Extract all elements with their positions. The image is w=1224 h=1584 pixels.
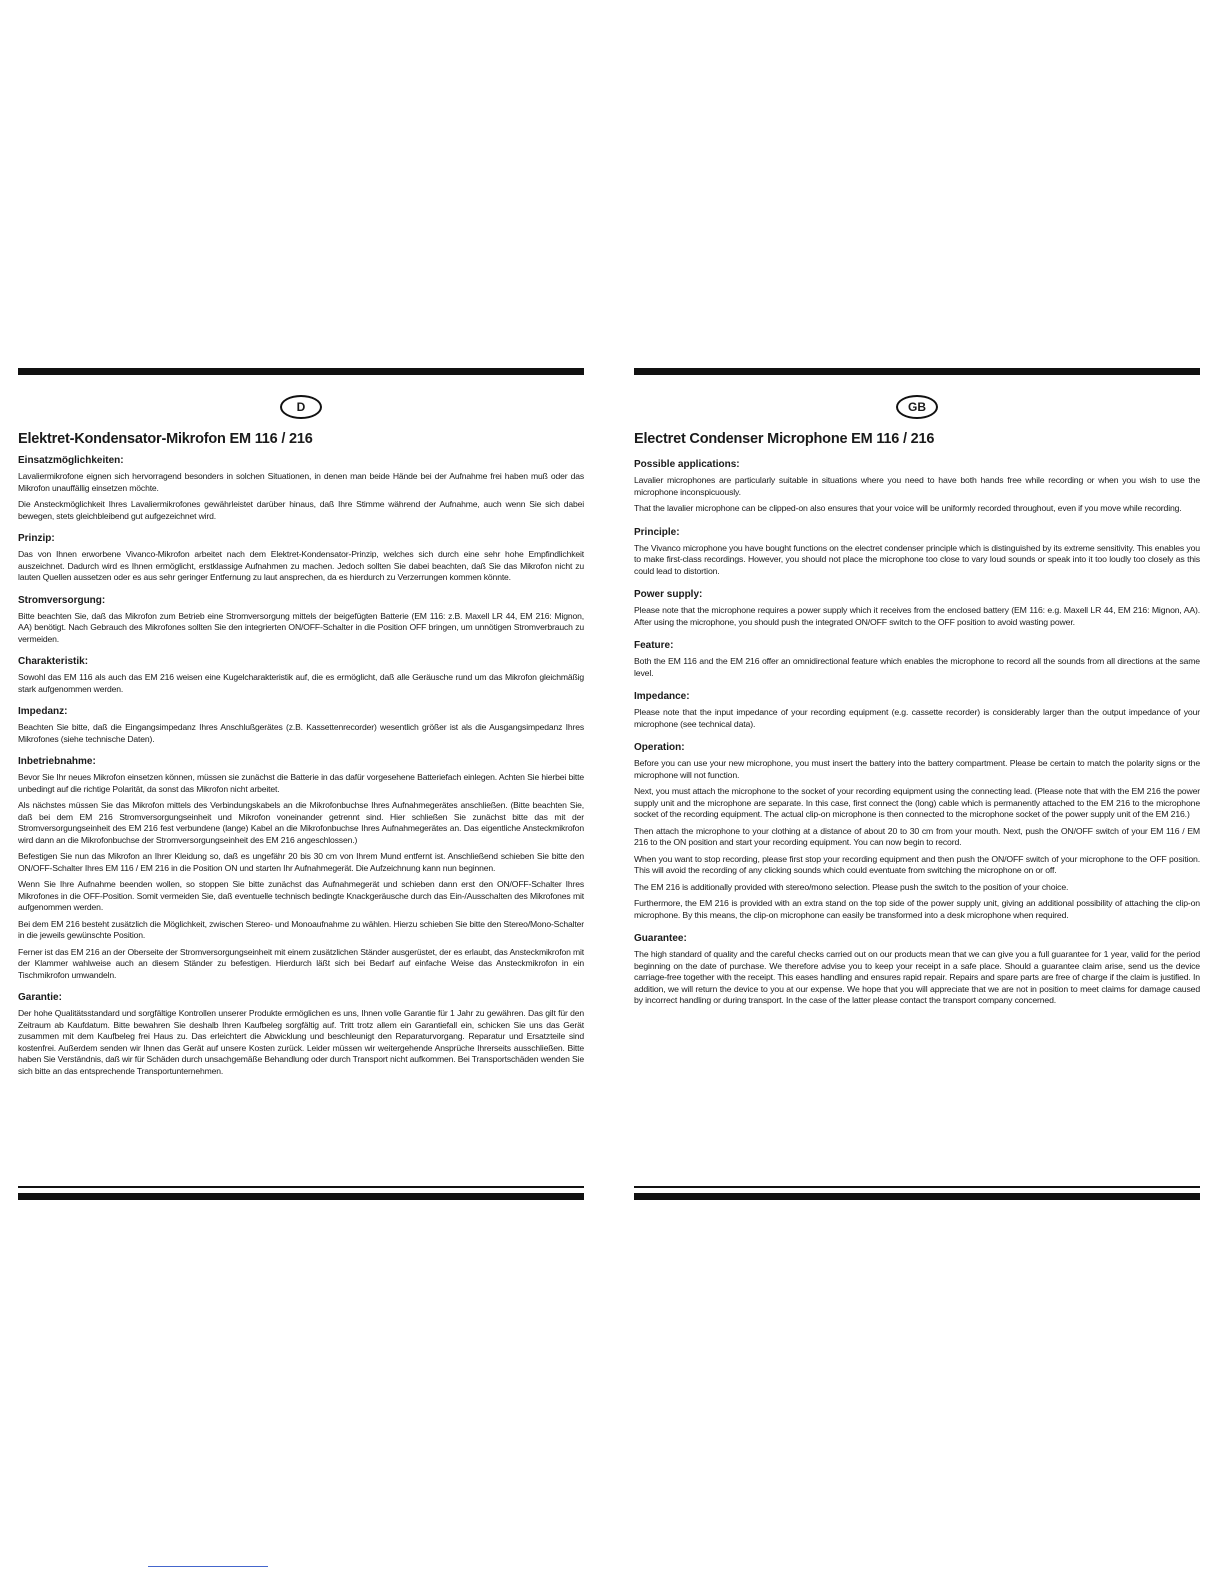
language-badge: GB [896,395,938,419]
section-paragraph: Lavalier microphones are particularly suitable in situations where you need to have both hands free while recording or when you wish to use the microphone inconspicuously. [634,475,1200,497]
section-heading: Possible applications: [634,459,740,470]
bottom-rule-left [18,1186,584,1200]
section-paragraph: The high standard of quality and the careful checks carried out on our products mean that we can give you a full guarantee for 1 year, valid for the period beginning on the date of purchase. We therefore advise you to keep your receipt in a safe place. Should a guarantee claim arise, send us the device carriage-free together with the receipt. This eases handling and ensures rapid repair. Repairs and spare parts are free of charge if the claim is justified. In addition, we will return the device to you at our expense. We hope that you will appreciate that we are not in position to meet claims for damage caused by incorrect handling or during transport. In the case of the latter please contact the transport company concerned. [634,949,1200,1005]
section-paragraph: Furthermore, the EM 216 is provided with an extra stand on the top side of the power supply unit, giving an additional possibility of attaching the clip-on microphone. By this means, the clip-on microphone can easily be transformed into a desk microphone when required. [634,898,1200,920]
english-sections [634,459,1200,1007]
section-paragraph: Der hohe Qualitätsstandard und sorgfältige Kontrollen unserer Produkte ermöglichen es uns, Ihnen volle Garantie für 1 Jahr zu gewähren. Das gilt für den Zeitraum ab Kaufdatum. Bitte bewahren Sie deshalb Ihren Kaufbeleg sorgfältig auf. Tritt trotz allem ein Garantiefall ein, schicken Sie uns das Gerät zusammen mit dem Kaufbeleg frei Haus zu. Das erleichtert die Abwicklung und beschleunigt den Reparaturvorgang. Reparatur und Ersatzteile sind kostenfrei. Außerdem senden wir Ihnen das Gerät auf unsere Kosten zurück. Leider müssen wir weitergehende Ansprüche Ihrerseits ausschließen. Bitte haben Sie Verständnis, daß wir für Schäden durch unsachgemäße Behandlung oder durch Transport nicht aufkommen. Bei Transportschäden wenden Sie sich bitte an das entsprechende Transportunternehmen. [18,1008,584,1076]
section-paragraph: Ferner ist das EM 216 an der Oberseite der Stromversorgungseinheit mit einem zusätzlichen Ständer ausgerüstet, der es erlaubt, das Ansteckmikrofon mit der Klammer wahlweise auch an diesem Ständer zu befestigen. Hierdurch läßt sich bei Bedarf auf einfache Weise das Ansteckmikrofon in ein Tischmikrofon umwandeln. [18,946,584,980]
top-rule [18,368,584,375]
top-rule [634,368,1200,375]
section-paragraph: Please note that the input impedance of your recording equipment (e.g. cassette recorder) is considerably larger than the output impedance of your microphone (see technical data). [634,707,1200,729]
section-paragraph: Die Ansteckmöglichkeit Ihres Lavaliermikrofones gewährleistet darüber hinaus, daß Ihre Stimme während der Aufnahme, auch wenn Sie sich dabei bewegen, stets gleichbleibend gut aufgezeichnet wird. [18,499,584,521]
german-column [18,368,584,1082]
section-heading: Impedanz: [18,706,68,717]
section-paragraph: Bitte beachten Sie, daß das Mikrofon zum Betrieb eine Stromversorgung mittels der beigefügten Batterie (EM 116: z.B. Maxell LR 44, EM 216: Mignon, AA) benötigt. Nach Gebrauch des Mikrofones sollten Sie den integrierten ON/OFF-Schalter in die Position OFF bringen, um unnötigen Stromverbrauch zu vermeiden. [18,610,584,644]
section-paragraph: When you want to stop recording, please first stop your recording equipment and then push the ON/OFF switch of your microphone to the OFF position. This will avoid the recording of any clicking sounds which could eventuate from switching the microphone on or off. [634,853,1200,875]
section-paragraph: Wenn Sie Ihre Aufnahme beenden wollen, so stoppen Sie bitte zunächst das Aufnahmegerät und schieben dann erst den ON/OFF-Schalter Ihres Mikrofones in die OFF-Position. Somit vermeiden Sie, daß eventuelle technisch bedingte Knackgeräusche durch das Ein-/Ausschalten des Mikrofones mit aufgenommen werden. [18,879,584,912]
section-paragraph: Befestigen Sie nun das Mikrofon an Ihrer Kleidung so, daß es ungefähr 20 bis 30 cm von Ihrem Mund entfernt ist. Anschließend schieben Sie bitte den ON/OFF-Schalter Ihres EM 116 / EM 216 in die Position ON und starten Ihr Aufnahmegerät. Die Aufzeichnung kann nun beginnen. [18,851,584,873]
section-heading: Feature: [634,640,674,651]
section-heading: Garantie: [18,992,62,1003]
section-paragraph: Then attach the microphone to your clothing at a distance of about 20 to 30 cm from your mouth. Next, push the ON/OFF switch of your EM 116 / EM 216 to the ON position and start your recording equipment. You can now begin to record. [634,825,1200,847]
section-heading: Einsatzmöglichkeiten: [18,455,124,466]
section-paragraph: Lavaliermikrofone eignen sich hervorragend besonders in solchen Situationen, in denen man beide Hände bei der Aufnahme frei haben muß oder das Mikrofon unauffällig einsetzen möchte. [18,471,584,493]
section-paragraph: Bevor Sie Ihr neues Mikrofon einsetzen können, müssen sie zunächst die Batterie in das dafür vorgesehene Batteriefach einlegen. Achten Sie hierbei bitte unbedingt auf die richtige Polarität, da sonst das Mikrofon nicht arbeitet. [18,772,584,794]
section-heading: Stromversorgung: [18,594,106,606]
language-badge-wrap [18,395,584,423]
section-paragraph: Beachten Sie bitte, daß die Eingangsimpedanz Ihres Anschlußgerätes (z.B. Kassettenrecorder) wesentlich größer ist als die Ausgangsimpedanz Ihres Mikrofones (siehe technische Daten). [18,722,584,744]
page-title: Elektret-Kondensator-Mikrofon EM 116 / 216 [18,431,313,447]
section-heading: Operation: [634,742,685,753]
section-paragraph: Both the EM 116 and the EM 216 offer an omnidirectional feature which enables the microphone to record all the sounds from all directions at the same level. [634,656,1200,678]
section-paragraph: The EM 216 is additionally provided with stereo/mono selection. Please push the switch to the position of your choice. [634,881,1069,892]
section-heading: Principle: [634,526,680,538]
section-paragraph: Sowohl das EM 116 als auch das EM 216 weisen eine Kugelcharakteristik auf, die es ermöglicht, daß alle Geräusche rund um das Mikrofon gleichmäßig stark aufgenommen werden. [18,672,584,694]
page-title: Electret Condenser Microphone EM 116 / 216 [634,431,935,447]
section-heading: Charakteristik: [18,656,89,667]
section-paragraph: Das von Ihnen erworbene Vivanco-Mikrofon arbeitet nach dem Elektret-Kondensator-Prinzip, welches sich durch eine sehr hohe Empfindlichkeit auszeichnet. Dadurch wird es Ihnen ermöglicht, erstklassige Aufnahmen zu machen. Jedoch sollten Sie dabei beachten, daß Sie das Mikrofon nicht zu lauten Quellen aussetzen oder es aus sehr geringer Entfernung zu laut ansprechen, da es hierdurch zu Verzerrungen kommen könnte. [18,549,584,582]
german-sections [18,455,584,1077]
section-heading: Prinzip: [18,533,55,544]
section-paragraph: Next, you must attach the microphone to the socket of your recording equipment using the connecting lead. (Please note that with the EM 216 the power supply unit and the microphone are separate. In this case, first connect the (long) cable which is permanently attached to the EM 216 to the microphone socket of the recording equipment. The actual clip-on microphone is then connected to the microphone socket of the power supply unit of the EM 216.) [634,786,1200,819]
section-paragraph: Please note that the microphone requires a power supply which it receives from the enclosed battery (EM 116: e.g. Maxell LR 44, EM 216: Mignon, AA). After using the microphone, you should push the integrated ON/OFF switch to the OFF position to avoid wasting power. [634,605,1200,627]
section-paragraph: Als nächstes müssen Sie das Mikrofon mittels des Verbindungskabels an die Mikrofonbuchse Ihres Aufnahmegerätes anschließen. (Bitte beachten Sie, daß bei dem EM 216 Stromversorgungseinheit und Mikrofon voneinander getrennt sind. Hier schließen Sie zunächst bitte das mit der Stromversorgungseinheit des EM 216 fest verbundene (lange) Kabel an die Mikrofonbuchse Ihres Aufnahmegerätes an. Das eigentliche Ansteckmikrofon wird dann an die Mikrofonbuchse der Stromversorgungseinheit des EM 216 angeschlossen.) [18,800,584,845]
section-heading: Power supply: [634,589,703,600]
english-column [634,368,1200,1012]
footer-line [148,1566,268,1567]
section-heading: Inbetriebnahme: [18,756,96,767]
language-badge: D [280,395,322,419]
section-paragraph: That the lavalier microphone can be clipped-on also ensures that your voice will be uniformly recorded throughout, even if you move while recording. [634,503,1182,513]
language-badge-wrap [634,395,1200,423]
section-paragraph: The Vivanco microphone you have bought functions on the electret condenser principle which is distinguished by its extreme sensitivity. This enables you to make first-class recordings. However, you should not place the microphone too close to vary loud sounds or speak into it too loudly too closely as this could lead to distortion. [634,542,1200,576]
section-paragraph: Before you can use your new microphone, you must insert the battery into the battery compartment. Please be certain to match the polarity signs or the microphone will not function. [634,758,1200,780]
section-heading: Guarantee: [634,933,687,944]
section-paragraph: Bei dem EM 216 besteht zusätzlich die Möglichkeit, zwischen Stereo- und Monoaufnahme zu wählen. Hierzu schieben Sie bitte den Stereo/Mono-Schalter in die jeweils gewünschte Position. [18,918,584,940]
section-heading: Impedance: [634,691,690,702]
bottom-rule-right [634,1186,1200,1200]
